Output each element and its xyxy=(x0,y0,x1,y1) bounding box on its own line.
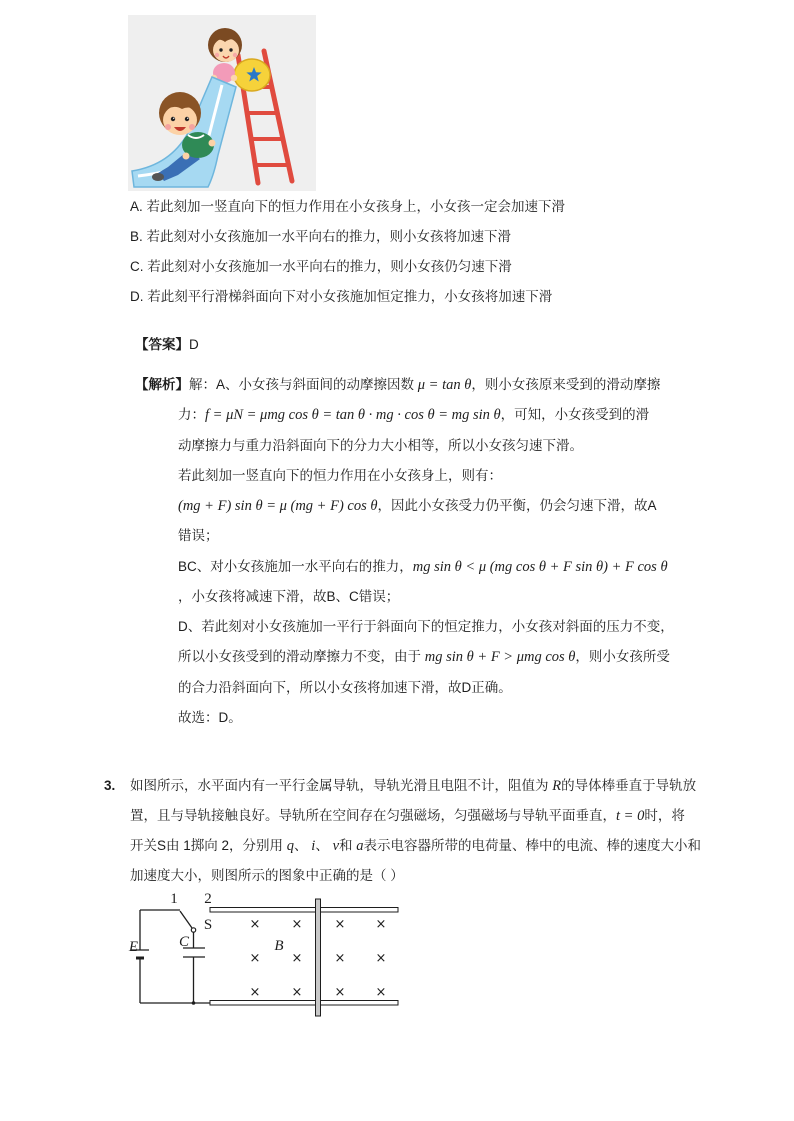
bottom-rail xyxy=(210,1001,398,1006)
stem-line xyxy=(130,771,701,801)
battery-label: E xyxy=(128,939,138,955)
switch-pivot xyxy=(191,928,195,932)
question-stem xyxy=(130,771,701,891)
field-mark: × xyxy=(291,985,303,1000)
analysis-text: 的合力沿斜面向下，所以小女孩将加速下滑，故D正确。 xyxy=(178,679,512,695)
field-mark: × xyxy=(291,917,303,932)
field-mark: × xyxy=(249,917,261,932)
field-mark: × xyxy=(375,985,387,1000)
analysis-text: ，因此小女孩受力仍平衡，仍会匀速下滑，故A xyxy=(377,498,657,513)
field-mark: × xyxy=(249,985,261,1000)
field-mark: × xyxy=(334,951,346,966)
field-mark: × xyxy=(375,917,387,932)
math-formula: (mg + F) sin θ = μ (mg + F) cos θ xyxy=(178,498,378,514)
analysis-text: ，小女孩将减速下滑，故B、C错误； xyxy=(178,588,400,604)
stem-line xyxy=(130,801,701,831)
analysis-text: 解：A、小女孩与斜面间的动摩擦因数 xyxy=(189,377,418,392)
analysis-line xyxy=(178,582,674,612)
field-mark: × xyxy=(375,951,387,966)
analysis-line xyxy=(178,642,674,672)
analysis-line xyxy=(178,400,674,430)
switch-contact-1-label: 1 xyxy=(170,891,178,907)
math-formula: mg sin θ < μ (mg cos θ + F sin θ) + F cos θ xyxy=(412,558,668,575)
analysis-line xyxy=(178,703,674,733)
switch-label: S xyxy=(203,917,213,933)
children-on-slide-illustration xyxy=(128,15,316,191)
stem-text: 加速度大小，则图所示的图象中正确的是（ ） xyxy=(130,868,404,883)
circuit-diagram xyxy=(124,886,404,1020)
math-symbol: t = 0 xyxy=(616,808,645,824)
analysis-line xyxy=(178,552,674,582)
answer-options xyxy=(130,192,565,312)
option-c: C. 若此刻对小女孩施加一水平向右的推力，则小女孩仍匀速下滑 xyxy=(130,259,512,274)
math-symbol: R xyxy=(552,778,562,794)
analysis-line xyxy=(135,370,674,400)
math-formula: mg sin θ + F > μmg cos θ xyxy=(424,649,576,666)
answer-line xyxy=(135,330,199,360)
math-formula: μ = tan θ xyxy=(417,377,472,393)
analysis-text: 动摩擦力与重力沿斜面向下的分力大小相等，所以小女孩匀速下滑。 xyxy=(178,437,583,453)
analysis-text: ，则小女孩原来受到的滑动摩擦 xyxy=(471,377,661,392)
stem-text: 表示电容器所带的电荷量、棒中的电流、棒的速度大小和 xyxy=(363,838,702,853)
analysis-line xyxy=(178,461,674,491)
math-symbol: q xyxy=(286,838,295,854)
switch-contact-2-label: 2 xyxy=(204,891,212,907)
math-formula: f = μN = μmg cos θ = tan θ · mg · cos θ = mg sin θ xyxy=(205,407,501,424)
option-d: D. 若此刻平行滑梯斜面向下对小女孩施加恒定推力，小女孩将加速下滑 xyxy=(130,289,553,304)
magnetic-field-label: B xyxy=(274,938,284,954)
analysis-text: 故选：D。 xyxy=(178,709,242,725)
field-mark: × xyxy=(334,985,346,1000)
question-number: 3. xyxy=(104,778,116,793)
analysis-text: ，可知，小女孩受到的滑 xyxy=(500,407,650,423)
stem-text: 和 xyxy=(339,838,357,853)
option-b: B. 若此刻对小女孩施加一水平向右的推力，则小女孩将加速下滑 xyxy=(130,229,512,244)
analysis-text: 若此刻加一竖直向下的恒力作用在小女孩身上，则有： xyxy=(178,467,502,483)
analysis-line xyxy=(178,491,674,521)
slide-top-platform xyxy=(234,59,270,91)
analysis-text: BC、对小女孩施加一水平向右的推力， xyxy=(178,558,413,574)
analysis-section xyxy=(135,370,674,733)
stem-text: 、 xyxy=(294,838,312,853)
analysis-text: 力： xyxy=(178,407,205,423)
field-mark: × xyxy=(249,951,261,966)
analysis-text: D、若此刻对小女孩施加一平行于斜面向下的恒定推力，小女孩对斜面的压力不变， xyxy=(178,619,674,634)
capacitor-label: C xyxy=(178,934,190,950)
answer-value: D xyxy=(189,337,199,352)
junction-dot xyxy=(192,1001,196,1005)
top-rail xyxy=(210,908,398,913)
stem-text: 、 xyxy=(315,838,333,853)
stem-text: 的导体棒垂直于导轨放 xyxy=(561,778,697,793)
stem-text: 如图所示，水平面内有一平行金属导轨，导轨光滑且电阻不计，阻值为 xyxy=(130,778,553,793)
analysis-text: 所以小女孩受到的滑动摩擦力不变，由于 xyxy=(178,649,425,665)
analysis-label: 【解析】 xyxy=(135,377,189,392)
analysis-text: 错误； xyxy=(178,528,219,544)
stem-text: 开关S由 1掷向 2，分别用 xyxy=(130,838,287,853)
option-a: A. 若此刻加一竖直向下的恒力作用在小女孩身上，小女孩一定会加速下滑 xyxy=(130,199,566,214)
stem-text: 时，将 xyxy=(644,808,685,823)
analysis-line xyxy=(178,673,674,703)
math-symbol: v xyxy=(332,838,340,854)
analysis-line xyxy=(178,612,674,642)
answer-label: 【答案】 xyxy=(135,337,189,352)
field-mark: × xyxy=(334,917,346,932)
conductor-bar xyxy=(316,899,321,1016)
math-symbol: a xyxy=(356,838,364,854)
math-symbol: i xyxy=(311,838,316,854)
switch-blade xyxy=(180,911,192,928)
stem-line xyxy=(130,831,701,861)
analysis-text: ，则小女孩所受 xyxy=(575,649,670,665)
analysis-line xyxy=(178,521,674,551)
analysis-line xyxy=(178,431,674,461)
stem-text: 置，且与导轨接触良好。导轨所在空间存在匀强磁场，匀强磁场与导轨平面垂直， xyxy=(130,808,616,823)
field-mark: × xyxy=(291,951,303,966)
